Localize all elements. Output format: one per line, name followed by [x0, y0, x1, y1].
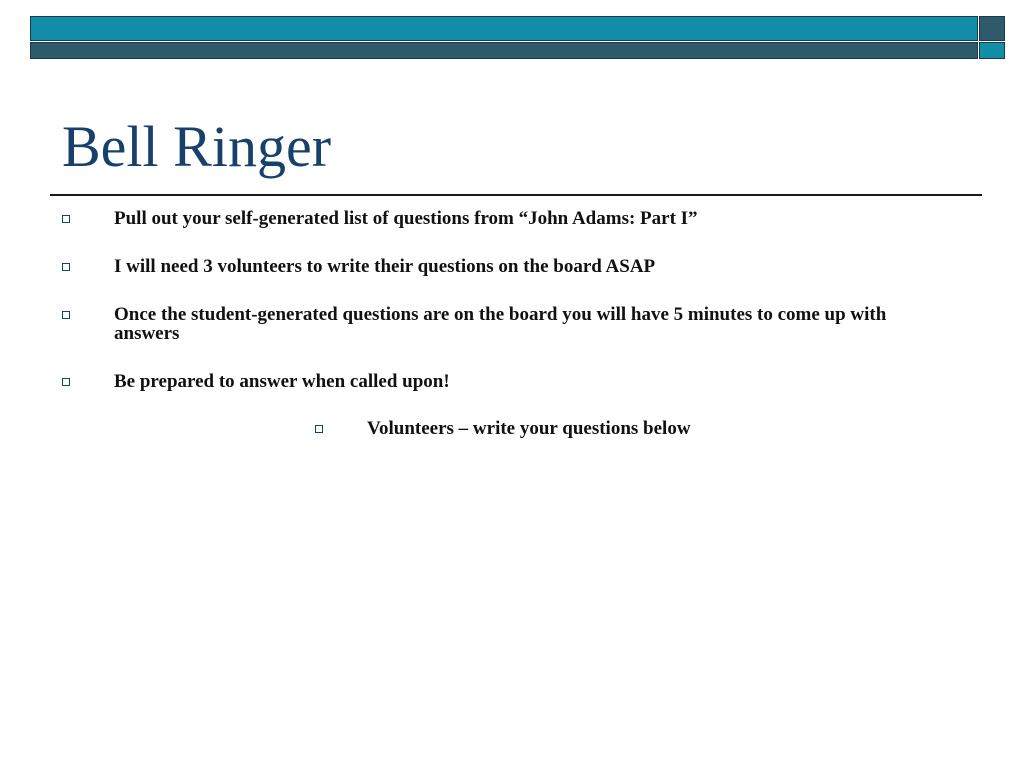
- hollow-square-icon: [62, 215, 70, 223]
- bullet-text: I will need 3 volunteers to write their questions on the board ASAP: [114, 256, 656, 277]
- slide-title: Bell Ringer: [62, 114, 332, 179]
- hollow-square-icon: [62, 263, 70, 271]
- bullet-text: Be prepared to answer when called upon!: [114, 371, 450, 392]
- bullet-text: Once the student-generated questions are on the board you will have 5 minutes to come up with answers: [114, 304, 887, 344]
- hollow-square-icon: [315, 425, 323, 433]
- sub-bullet-text: Volunteers – write your questions below: [367, 418, 691, 439]
- hollow-square-icon: [62, 311, 70, 319]
- bullet-text: Pull out your self-generated list of questions from “John Adams: Part I”: [114, 208, 698, 229]
- hollow-square-icon: [62, 378, 70, 386]
